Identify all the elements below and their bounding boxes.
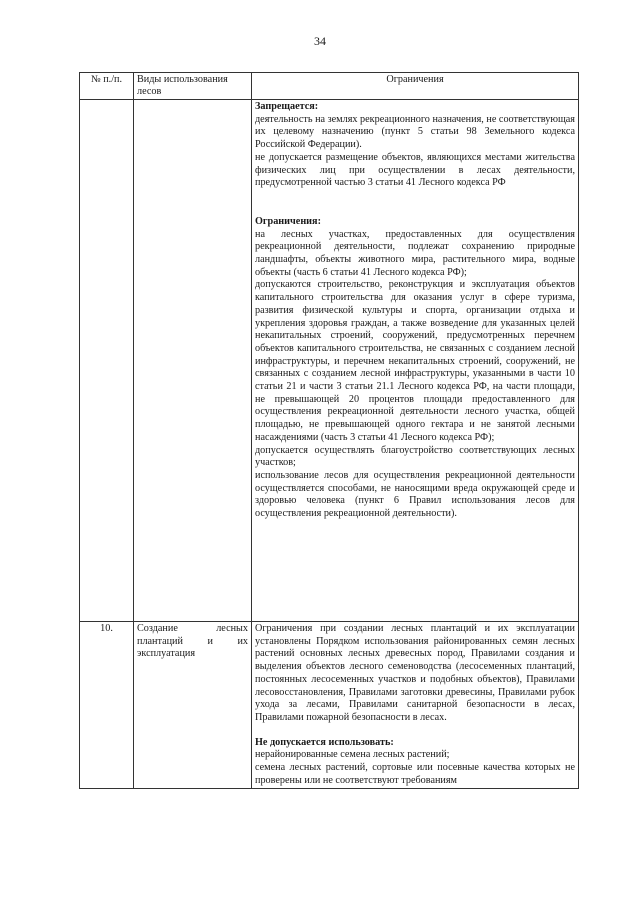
restrictions-paragraph-2: допускаются строительство, реконструкция и эксплуатация объектов капитального строительства для оказания услуг в сфере туризма, развития физической культуры и спорта, организации отдыха и укрепления здоровья граждан, а также возведение для указанных целей некапитальных строений, сооружений, предусмотренных перечнем объектов капитального строительства, не связанных с созданием лесной инфраструктуры, и перечнем некапитальных строений, сооружений, не связанных с созданием лесной инфраструктуры, указанными в части 10 статьи 21 и части 3 статьи 21.1 Лесного кодекса РФ, на части площади, не превышающей 20 процентов площади предоставленного для осуществления рекреационной деятельности лесного участка, общей площадью, не превышающей одного гектара и не занятой лесными насаждениями (часть 3 статьи 41 Лесного кодекса РФ);	[255, 279, 575, 443]
header-number: № п./п.	[80, 73, 134, 100]
restrictions-table	[79, 72, 579, 789]
not-allowed-item-1: нерайонированные семена лесных растений;	[255, 749, 450, 761]
row-restrictions-cell	[252, 100, 579, 622]
row-restrictions-cell	[252, 622, 579, 789]
not-allowed-title: Не допускается использовать:	[255, 736, 394, 748]
row-number-cell: 10.	[80, 622, 134, 789]
page-number: 34	[314, 34, 326, 48]
row-type-cell	[134, 100, 252, 622]
not-allowed-item-2: семена лесных растений, сортовые или посевные качества которых не проверены или не соответствуют требованиям	[255, 762, 575, 786]
restrictions-paragraph-4: использование лесов для осуществления рекреационной деятельности осуществляется способами, не наносящими вреда окружающей среде и здоровью человека (пункт 6 Правил использования лесов для осуществления рекреационной деятельности).	[255, 469, 575, 520]
row-type-cell: Создание лесных плантаций и их эксплуатация	[134, 622, 252, 789]
restrictions-title: Ограничения:	[255, 215, 321, 227]
table-header-row	[80, 73, 579, 100]
table-row	[80, 622, 579, 789]
restrictions-paragraph-3: допускается осуществлять благоустройство соответствующих лесных участков;	[255, 444, 575, 469]
prohibited-title: Запрещается:	[255, 101, 319, 112]
plantation-intro-paragraph: Ограничения при создании лесных плантаций и их эксплуатации установлены Порядком использования районированных семян лесных растений основных лесных древесных пород, Правилами создания и выделения объектов лесного семеноводства (лесосеменных плантаций, постоянных лесосеменных участков и подобных объектов), Правилами лесовосстановления, Правилами заготовки древесины, Правилами рубок ухода за лесами, Правилами санитарной безопасности в лесах, Правилами пожарной безопасности в лесах.	[255, 623, 575, 723]
prohibited-paragraph-1: деятельность на землях рекреационного назначения, не соответствующая их целевому назначению (пункт 5 статьи 98 Земельного кодекса Российской Федерации).	[255, 113, 575, 151]
header-usage-types: Виды использования лесов	[134, 73, 252, 100]
row-number-cell	[80, 100, 134, 622]
prohibited-paragraph-2: не допускается размещение объектов, являющихся местами жительства физических лиц при осуществлении в лесах деятельности, предусмотренной частью 3 статьи 41 Лесного кодекса РФ	[255, 151, 575, 189]
table-row	[80, 100, 579, 622]
header-restrictions: Ограничения	[252, 73, 579, 100]
restrictions-paragraph-1: на лесных участках, предоставленных для осуществления рекреационной деятельности, подлежат сохранению природные ландшафты, объекты животного мира, растительного мира, водные объекты (часть 6 статьи 41 Лесного кодекса РФ);	[255, 228, 575, 278]
